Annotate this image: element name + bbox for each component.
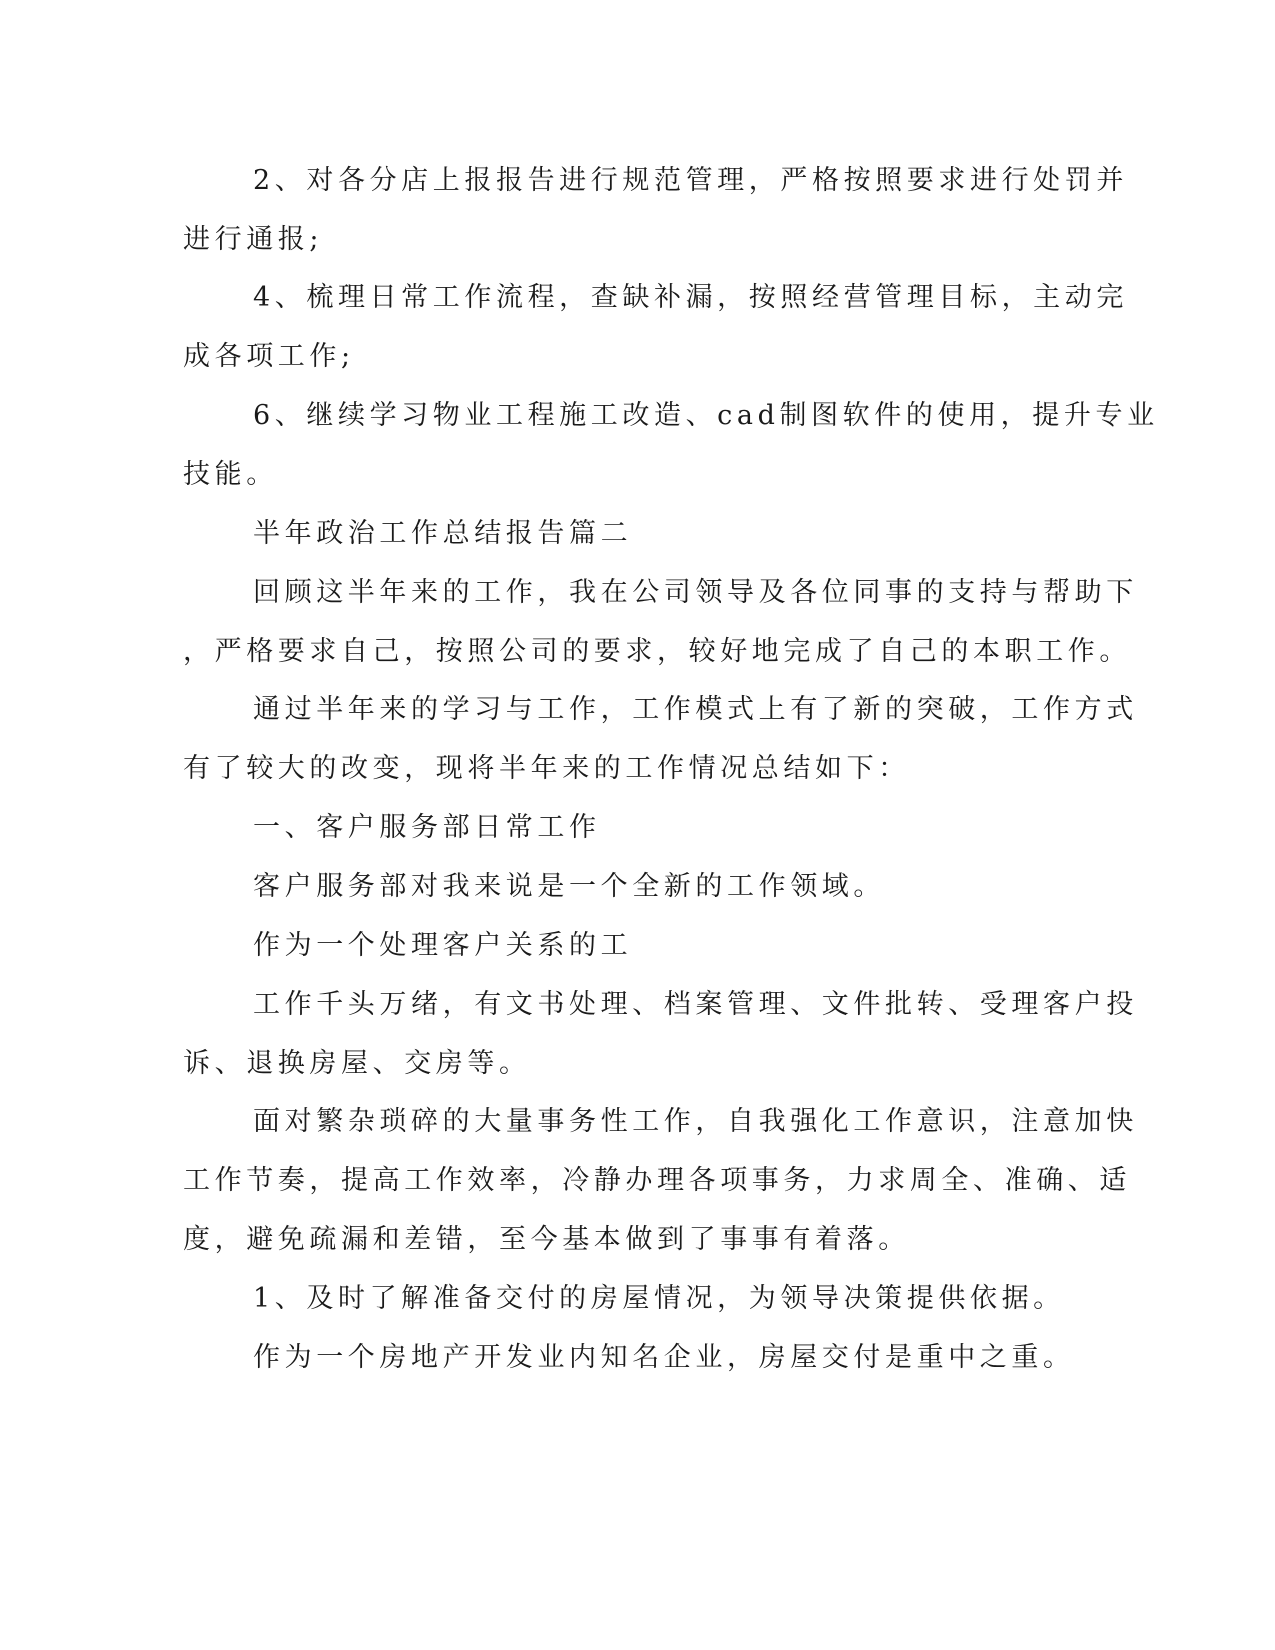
text-line-17: 面对繁杂琐碎的大量事务性工作，自我强化工作意识，注意加快 <box>253 1106 1138 1137</box>
text-line-11: 有了较大的改变，现将半年来的工作情况总结如下： <box>183 753 910 784</box>
text-line-1: 2、对各分店上报报告进行规范管理，严格按照要求进行处罚并 <box>253 165 1128 196</box>
text-line-6: 技能。 <box>183 459 278 490</box>
text-line-13: 客户服务部对我来说是一个全新的工作领域。 <box>253 871 885 902</box>
text-line-5: 6、继续学习物业工程施工改造、cad制图软件的使用，提升专业 <box>253 400 1159 431</box>
text-line-3: 4、梳理日常工作流程，查缺补漏，按照经营管理目标，主动完 <box>253 282 1128 313</box>
section-heading: 半年政治工作总结报告篇二 <box>253 518 633 549</box>
text-line-9: ，严格要求自己，按照公司的要求，较好地完成了自己的本职工作。 <box>183 636 1131 667</box>
text-line-15: 工作千头万绪，有文书处理、档案管理、文件批转、受理客户投 <box>253 989 1138 1020</box>
text-line-16: 诉、退换房屋、交房等。 <box>183 1048 531 1079</box>
text-line-4: 成各项工作; <box>183 341 355 372</box>
text-line-2: 进行通报; <box>183 224 324 255</box>
text-line-20: 1、及时了解准备交付的房屋情况，为领导决策提供依据。 <box>253 1283 1065 1314</box>
text-line-8: 回顾这半年来的工作，我在公司领导及各位同事的支持与帮助下 <box>253 577 1138 608</box>
text-line-14: 作为一个处理客户关系的工 <box>253 930 633 961</box>
subsection-heading: 一、客户服务部日常工作 <box>253 812 601 843</box>
text-line-19: 度，避免疏漏和差错，至今基本做到了事事有着落。 <box>183 1224 910 1255</box>
text-line-10: 通过半年来的学习与工作，工作模式上有了新的突破，工作方式 <box>253 694 1138 725</box>
text-line-21: 作为一个房地产开发业内知名企业，房屋交付是重中之重。 <box>253 1342 1075 1373</box>
text-line-18: 工作节奏，提高工作效率，冷静办理各项事务，力求周全、准确、适 <box>183 1165 1131 1196</box>
